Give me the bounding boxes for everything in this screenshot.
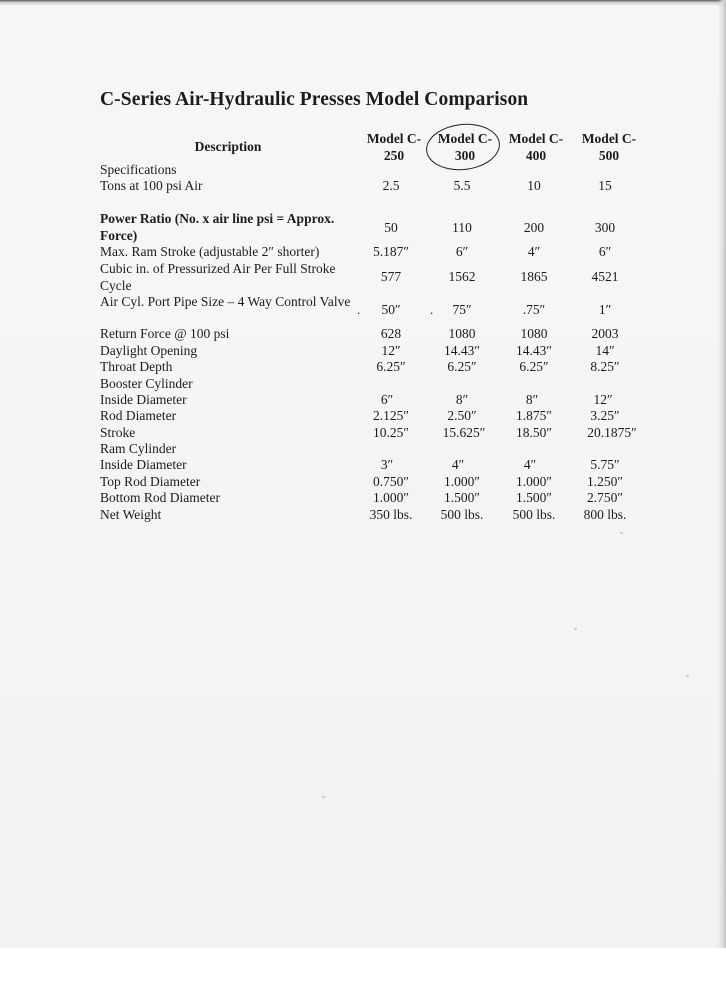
model-header-c250: [362, 130, 426, 164]
row-label: Rod Diameter: [100, 408, 177, 423]
table-cell: 6.25″: [376, 359, 406, 374]
model-header-line1: Model C-: [437, 131, 493, 146]
model-header-line2: 300: [454, 148, 476, 163]
handdrawn-circle-mark: [424, 120, 502, 173]
table-cell: 350 lbs.: [369, 507, 413, 522]
row-label: Booster Cylinder: [100, 376, 193, 391]
table-cell: 4521: [591, 269, 619, 284]
table-cell: 1.000″: [444, 474, 480, 489]
table-cell: 2.5: [382, 178, 400, 193]
table-cell: 6″: [455, 244, 469, 259]
table-cell: 10: [527, 178, 541, 193]
table-cell: 200: [523, 220, 545, 235]
table-cell: 4″: [523, 457, 537, 472]
table-cell: 2.750″: [587, 490, 623, 505]
scan-edge-right: [718, 0, 726, 960]
table-cell: 50″: [381, 302, 401, 317]
table-cell: 4″: [527, 244, 541, 259]
row-label: Air Cyl. Port Pipe Size – 4 Way Control Valve: [100, 294, 351, 309]
table-cell: 6″: [598, 244, 612, 259]
table-cell: 2003: [591, 326, 619, 341]
model-header-line2: 250: [383, 148, 405, 163]
table-cell: 5.5: [453, 178, 471, 193]
model-header-line2: 500: [598, 148, 620, 163]
table-cell: 12″: [593, 392, 613, 407]
table-cell: 1.500″: [516, 490, 552, 505]
table-cell: 14.43″: [444, 343, 480, 358]
row-label: Inside Diameter: [100, 457, 187, 472]
row-label: Bottom Rod Diameter: [100, 490, 220, 505]
table-cell: 6.25″: [447, 359, 477, 374]
table-cell: 4″: [451, 457, 465, 472]
model-header-c500: [577, 130, 641, 164]
scan-bottom-margin: [0, 948, 726, 1000]
table-cell: 8″: [525, 392, 539, 407]
table-cell: 300: [594, 220, 616, 235]
table-cell: 1.250″: [587, 474, 623, 489]
table-cell: 800 lbs.: [583, 507, 627, 522]
table-cell: 14.43″: [516, 343, 552, 358]
model-header-line1: Model C-: [366, 131, 422, 146]
scan-dot-mark: .: [430, 302, 434, 317]
table-cell: 6″: [380, 392, 394, 407]
row-label: Daylight Opening: [100, 343, 198, 358]
description-header: Description: [194, 139, 262, 154]
table-cell: 5.187″: [373, 244, 409, 259]
table-cell: 18.50″: [516, 425, 552, 440]
model-header-line1: Model C-: [508, 131, 564, 146]
table-cell: 20.1875″: [587, 425, 637, 440]
table-cell: 8″: [455, 392, 469, 407]
table-cell: 15: [598, 178, 612, 193]
table-cell: 1080: [448, 326, 476, 341]
scan-speck: [574, 628, 577, 630]
page-title: C-Series Air-Hydraulic Presses Model Comparison: [100, 89, 529, 110]
table-cell: 2.125″: [373, 408, 409, 423]
scan-dot-mark: .: [357, 302, 361, 317]
table-cell: 5.75″: [590, 457, 620, 472]
table-cell: 500 lbs.: [440, 507, 484, 522]
row-label: Ram Cylinder: [100, 441, 177, 456]
model-header-c400: [504, 130, 568, 164]
table-cell: 14″: [595, 343, 615, 358]
table-cell: 1.000″: [373, 490, 409, 505]
scan-speck: [686, 675, 689, 677]
table-cell: 628: [380, 326, 402, 341]
row-label: Top Rod Diameter: [100, 474, 201, 489]
row-label: Throat Depth: [100, 359, 173, 374]
table-cell: 75″: [452, 302, 472, 317]
table-cell: 12″: [381, 343, 401, 358]
table-cell: 1865: [520, 269, 548, 284]
table-cell: .75″: [522, 302, 546, 317]
table-cell: 577: [380, 269, 402, 284]
table-cell: 3″: [380, 457, 394, 472]
table-cell: 2.50″: [447, 408, 477, 423]
table-cell: 6.25″: [519, 359, 549, 374]
row-label: Net Weight: [100, 507, 162, 522]
table-cell: 1.000″: [516, 474, 552, 489]
table-cell: 15.625″: [442, 425, 486, 440]
model-header-line1: Model C-: [581, 131, 637, 146]
row-label: Return Force @ 100 psi: [100, 326, 230, 341]
table-cell: 110: [452, 220, 472, 235]
model-header-line2: 400: [525, 148, 547, 163]
table-cell: 1.500″: [444, 490, 480, 505]
row-label: Power Ratio (No. x air line psi = Approx. Force): [100, 211, 335, 243]
scan-speck: [322, 796, 325, 798]
table-cell: 3.25″: [590, 408, 620, 423]
table-cell: 1.875″: [516, 408, 552, 423]
table-cell: 10.25″: [373, 425, 409, 440]
scan-speck: [620, 532, 623, 534]
table-cell: 8.25″: [590, 359, 620, 374]
row-label: Inside Diameter: [100, 392, 187, 407]
row-label: Specifications: [100, 162, 177, 177]
table-cell: 50: [384, 220, 398, 235]
table-cell: 0.750″: [373, 474, 409, 489]
row-label: Cubic in. of Pressurized Air Per Full Stroke Cycle: [100, 261, 336, 293]
row-label: Stroke: [100, 425, 136, 440]
row-label: Tons at 100 psi Air: [100, 178, 203, 193]
table-cell: 1080: [520, 326, 548, 341]
table-cell: 1″: [598, 302, 612, 317]
table-cell: 500 lbs.: [512, 507, 556, 522]
table-cell: 1562: [448, 269, 476, 284]
scan-edge-top: [0, 0, 726, 6]
row-label: Max. Ram Stroke (adjustable 2″ shorter): [100, 244, 320, 259]
